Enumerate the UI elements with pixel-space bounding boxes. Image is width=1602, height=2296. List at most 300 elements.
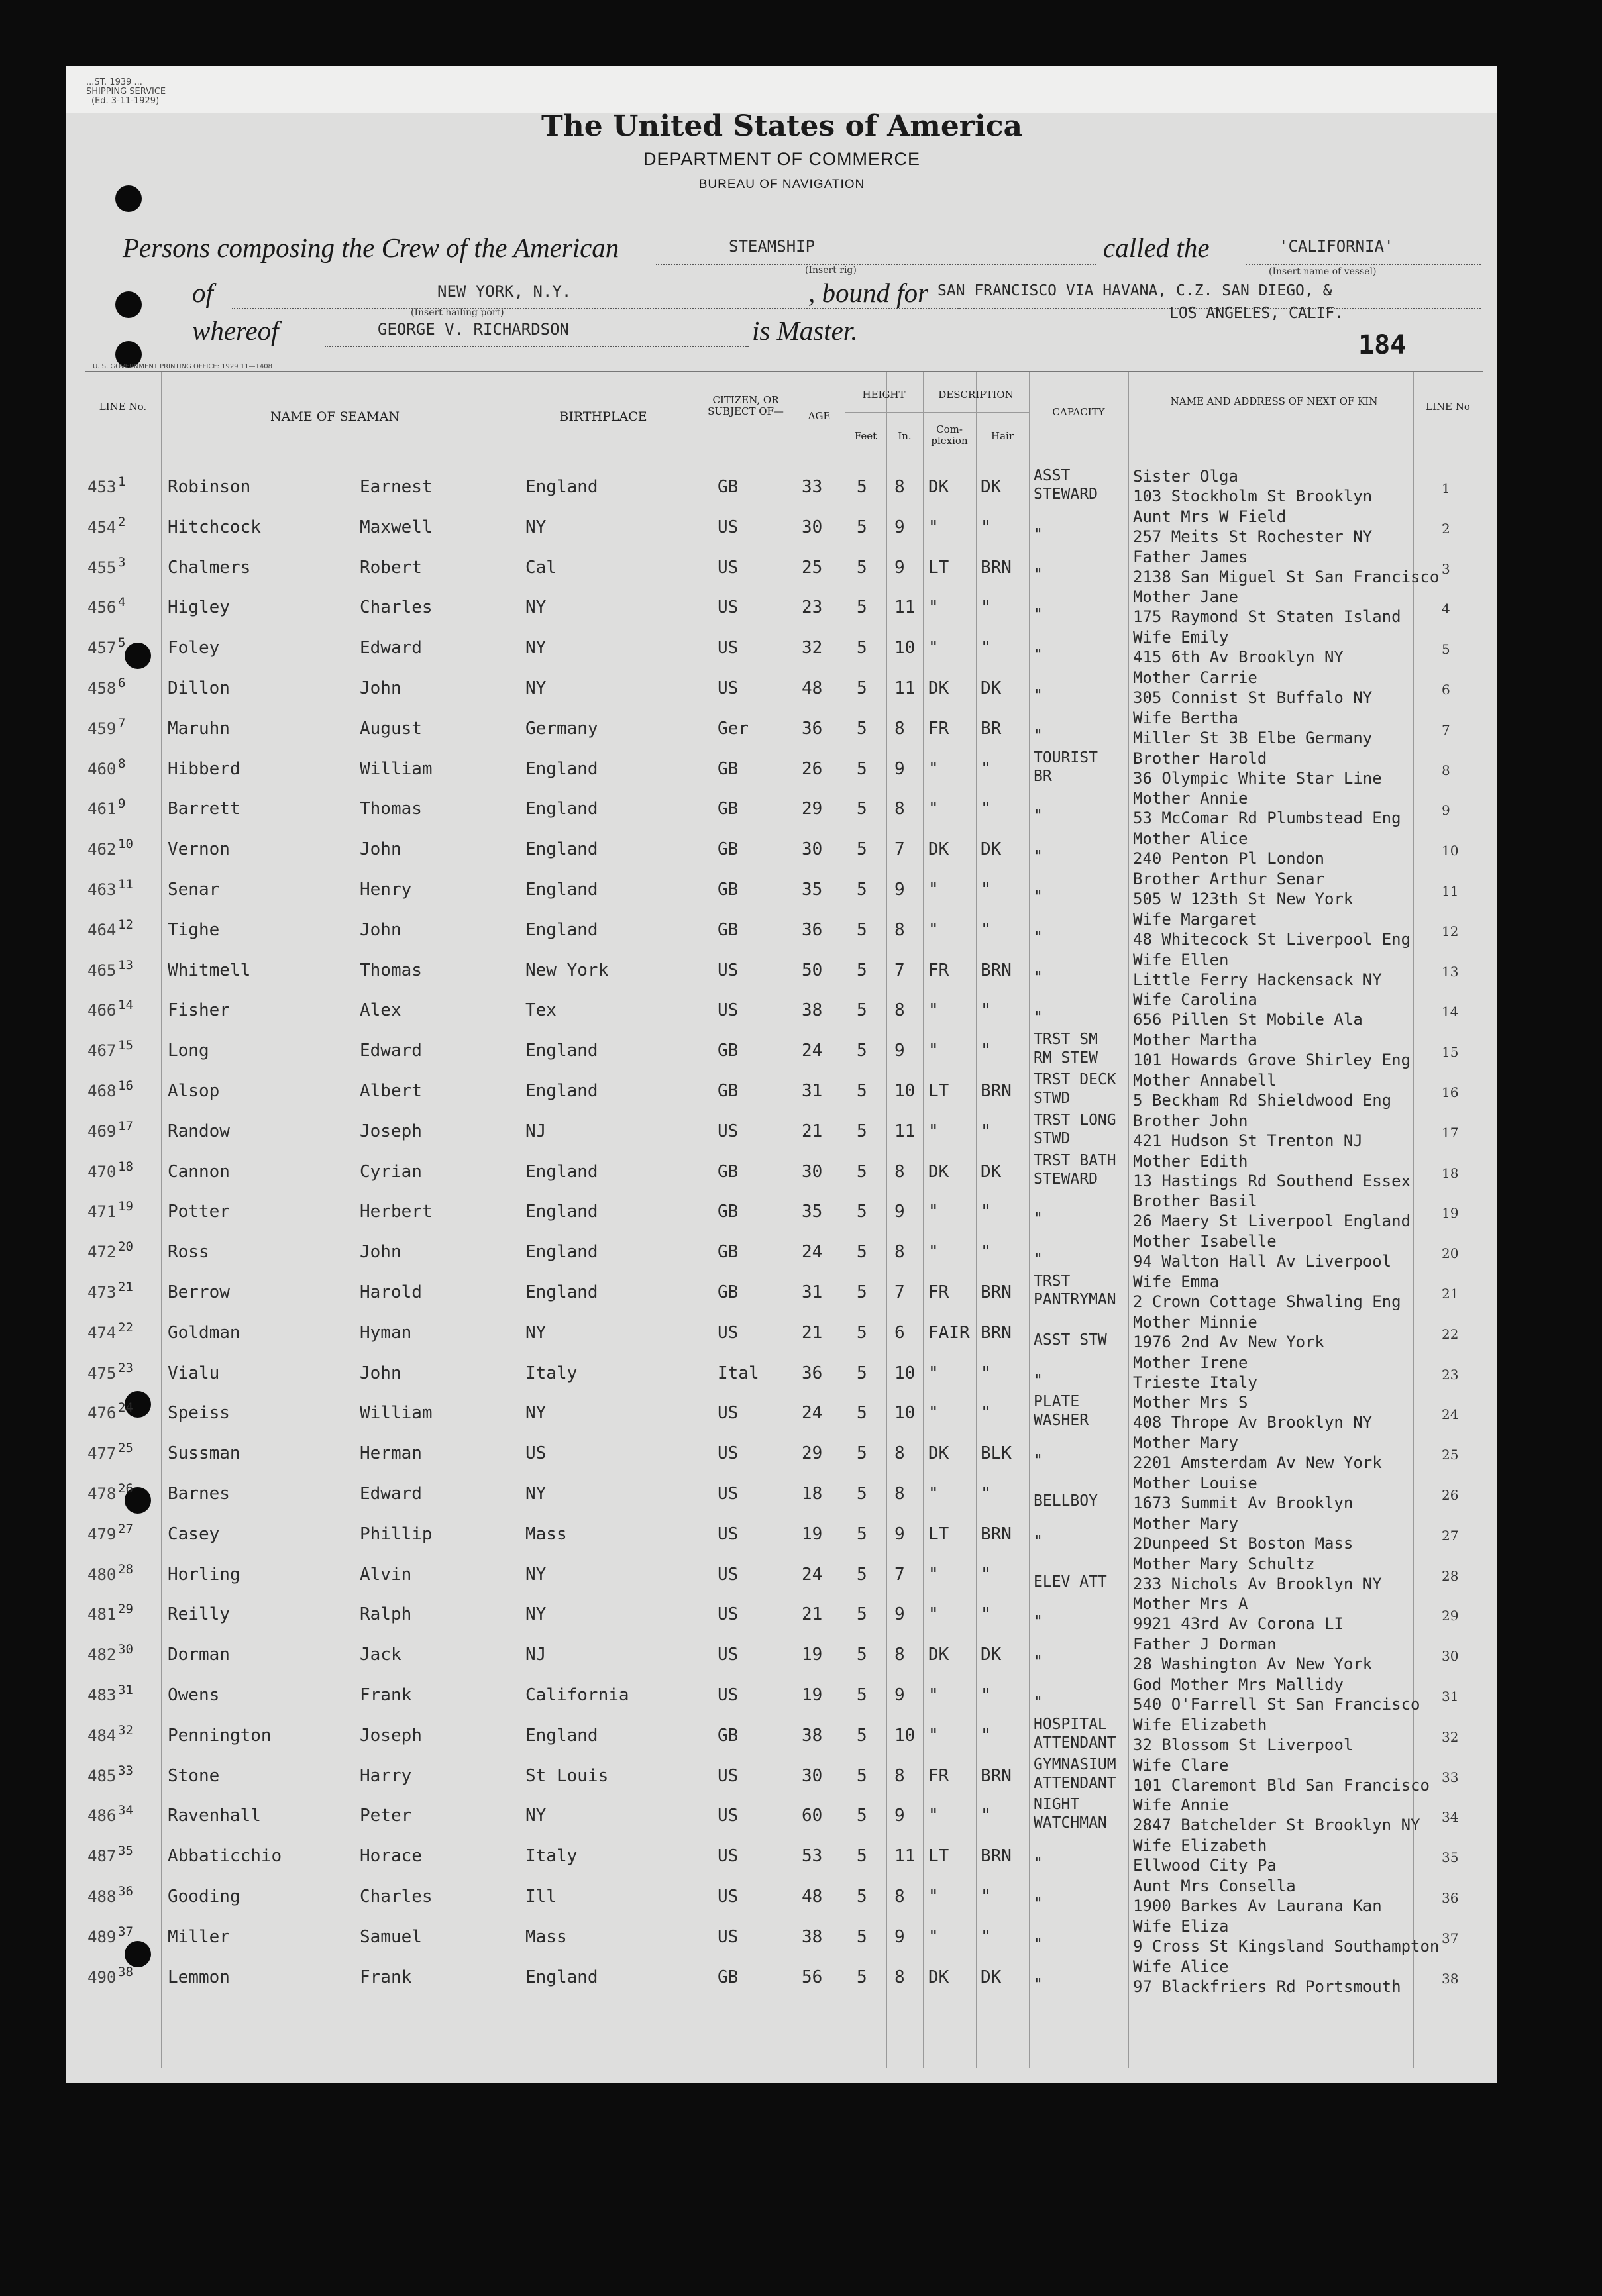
citizenship: US [718,960,739,980]
kin-name: Mother Irene [1133,1353,1248,1372]
table-row [85,870,1483,920]
line-number-right: 10 [1442,843,1459,859]
seaman-surname: Gooding [168,1887,240,1906]
citizenship: US [718,1604,739,1625]
seaman-given-name: Herman [360,1443,422,1464]
margin-line-number: 461 [87,800,117,819]
line-number: 16 [118,1078,133,1093]
table-row [85,1273,1483,1323]
kin-address: 101 Howards Grove Shirley Eng [1133,1051,1411,1070]
citizenship: GB [718,1161,739,1182]
seaman-surname: Chalmers [168,557,251,578]
seaman-given-name: William [360,1403,433,1424]
capacity-line2: " [1034,1371,1043,1389]
complexion: DK [928,839,949,860]
complexion: " [928,1041,939,1061]
birthplace: NY [525,1403,547,1424]
height-inches: 8 [894,1967,905,1987]
height-feet: 5 [857,1604,867,1625]
hair: " [981,1121,991,1141]
page-number: 184 [1358,330,1407,360]
height-feet: 5 [857,598,867,618]
height-feet: 5 [857,1041,867,1061]
citizenship: US [718,557,739,578]
height-feet: 5 [857,758,867,779]
capacity-line2: " [1034,848,1043,866]
complexion: " [928,1403,939,1424]
height-inches: 8 [894,1645,905,1665]
capacity-line2: WASHER [1034,1412,1089,1430]
seaman-given-name: Charles [360,1887,433,1906]
seaman-given-name: John [360,919,401,940]
kin-name: Wife Emma [1133,1273,1220,1291]
kin-name: Mother Annabell [1133,1071,1277,1090]
line-number: 18 [118,1159,133,1174]
height-feet: 5 [857,880,867,900]
citizenship: GB [718,919,739,940]
height-feet: 5 [857,638,867,658]
citizenship: GB [718,1725,739,1746]
col-hair: Hair [991,430,1014,442]
citizenship: US [718,1000,739,1021]
age: 19 [802,1645,823,1665]
height-inches: 10 [894,1725,916,1746]
title-department: DEPARTMENT OF COMMERCE [643,149,921,169]
table-row [85,1877,1483,1927]
height-inches: 9 [894,557,905,578]
margin-line-number: 470 [87,1162,117,1181]
seaman-surname: Whitmell [168,960,251,980]
height-inches: 11 [894,598,916,618]
seaman-surname: Owens [168,1685,220,1705]
birthplace: England [525,799,598,819]
age: 36 [802,718,823,739]
birthplace: Italy [525,1363,578,1383]
line-number-right: 21 [1442,1286,1459,1302]
seaman-given-name: John [360,839,401,860]
col-capacity: CAPACITY [1052,406,1105,418]
height-feet: 5 [857,557,867,578]
hair: BRN [981,557,1012,578]
complexion: DK [928,1443,949,1464]
seaman-given-name: Harry [360,1765,412,1786]
citizenship: GB [718,799,739,819]
margin-line-number: 482 [87,1645,117,1665]
line-number-right: 25 [1442,1447,1459,1463]
seaman-surname: Senar [168,880,220,900]
kin-name: Wife Elizabeth [1133,1715,1267,1734]
margin-line-number: 468 [87,1082,117,1100]
line-number-right: 26 [1442,1487,1459,1503]
line-number: 22 [118,1320,133,1335]
seaman-given-name: Alvin [360,1564,412,1585]
hair: " [981,1363,991,1383]
height-feet: 5 [857,718,867,739]
table-row [85,1312,1483,1363]
rule-master [325,346,749,347]
hair: " [981,1725,991,1746]
table-row [85,1796,1483,1846]
title-country: The United States of America [541,109,1023,143]
height-feet: 5 [857,960,867,980]
seaman-given-name: Frank [360,1685,412,1705]
age: 30 [802,839,823,860]
height-inches: 8 [894,718,905,739]
citizenship: US [718,1322,739,1343]
label-persons: Persons composing the Crew of the American [123,233,619,263]
capacity-line2: STEWARD [1034,486,1098,503]
capacity-line2: " [1034,1653,1043,1671]
home-port: NEW YORK, N.Y. [437,282,572,301]
line-number-right: 23 [1442,1366,1459,1383]
height-feet: 5 [857,678,867,698]
citizenship: GB [718,1041,739,1061]
birthplace: St Louis [525,1765,609,1786]
birthplace: Germany [525,718,598,739]
complexion: DK [928,1967,949,1987]
kin-address: 32 Blossom St Liverpool [1133,1735,1354,1754]
citizenship: GB [718,1282,739,1302]
birthplace: NY [525,1806,547,1826]
height-inches: 8 [894,1000,905,1021]
age: 21 [802,1322,823,1343]
margin-line-number: 456 [87,598,117,617]
seaman-given-name: Alex [360,1000,401,1021]
table-row [85,1675,1483,1726]
seaman-given-name: John [360,1363,401,1383]
hair: " [981,1685,991,1705]
line-number-right: 35 [1442,1850,1459,1866]
line-number: 11 [118,877,133,892]
complexion: " [928,517,939,537]
birthplace: Cal [525,557,557,578]
height-inches: 8 [894,1887,905,1906]
hair: DK [981,1967,1002,1987]
kin-address: Little Ferry Hackensack NY [1133,970,1382,989]
line-number-right: 28 [1442,1567,1459,1584]
kin-name: Mother Mrs A [1133,1594,1248,1614]
kin-name: Mother Louise [1133,1474,1257,1492]
hair: DK [981,1161,1002,1182]
seaman-surname: Long [168,1041,209,1061]
hair: BRN [981,1081,1012,1101]
line-number: 7 [118,715,126,731]
birthplace: NY [525,517,547,537]
hair: " [981,1484,991,1504]
title-bureau: BUREAU OF NAVIGATION [698,178,865,191]
age: 35 [802,1202,823,1222]
line-number-right: 2 [1442,520,1450,537]
capacity-line2: " [1034,1009,1043,1027]
line-number: 37 [118,1924,133,1939]
citizenship: US [718,598,739,618]
seaman-surname: Horling [168,1564,240,1585]
hair: " [981,1564,991,1585]
margin-line-number: 454 [87,517,117,537]
capacity-line2: " [1034,968,1043,986]
line-number-right: 16 [1442,1084,1459,1100]
citizenship: US [718,1887,739,1906]
birthplace: England [525,880,598,900]
birthplace: England [525,1282,598,1302]
kin-name: Wife Ellen [1133,950,1229,969]
hair: " [981,758,991,779]
hint-rig: (Insert rig) [805,265,857,276]
kin-address: 2138 San Miguel St San Francisco [1133,567,1440,586]
seaman-surname: Pennington [168,1725,272,1746]
citizenship: GB [718,1967,739,1987]
line-number-right: 7 [1442,721,1450,738]
age: 38 [802,1926,823,1947]
seaman-surname: Foley [168,638,220,658]
line-number: 26 [118,1481,133,1496]
birthplace: England [525,1081,598,1101]
kin-address: 1900 Barkes Av Laurana Kan [1133,1897,1382,1915]
form-top-partial: ...ST. 1939 ... [86,78,142,87]
age: 29 [802,1443,823,1464]
birthplace: NY [525,1484,547,1504]
age: 21 [802,1604,823,1625]
capacity-line2: " [1034,1855,1043,1873]
margin-line-number: 483 [87,1686,117,1704]
capacity-line2: " [1034,1532,1043,1550]
margin-line-number: 490 [87,1967,117,1987]
hair: DK [981,1645,1002,1665]
seaman-given-name: Herbert [360,1202,433,1222]
capacity-line2: STEWARD [1034,1170,1098,1188]
line-number: 1 [118,474,126,489]
table-row [85,1151,1483,1202]
margin-line-number: 453 [87,478,117,496]
margin-line-number: 474 [87,1323,117,1342]
citizenship: US [718,678,739,698]
hair: BRN [981,1765,1012,1786]
height-feet: 5 [857,1242,867,1263]
line-number-right: 34 [1442,1809,1459,1826]
kin-address: 26 Maery St Liverpool England [1133,1212,1411,1231]
line-number: 38 [118,1964,133,1979]
col-line-no-right: LINE No [1426,401,1470,413]
citizenship: US [718,1765,739,1786]
birthplace: England [525,477,598,497]
capacity-line2: BR [1034,767,1052,785]
height-inches: 9 [894,517,905,537]
line-number-right: 14 [1442,1004,1459,1020]
line-number: 5 [118,635,126,651]
kin-name: Wife Elizabeth [1133,1836,1267,1855]
height-inches: 10 [894,1363,916,1383]
capacity-line1: PLATE [1034,1393,1080,1411]
birthplace: New York [525,960,609,980]
height-feet: 5 [857,1202,867,1222]
line-number: 4 [118,595,126,610]
margin-line-number: 475 [87,1363,117,1383]
seaman-surname: Alsop [168,1081,220,1101]
seaman-surname: Barrett [168,799,240,819]
line-number: 30 [118,1642,133,1657]
seaman-given-name: Earnest [360,477,433,497]
complexion: " [928,919,939,940]
margin-line-number: 485 [87,1766,117,1785]
age: 33 [802,477,823,497]
age: 30 [802,1765,823,1786]
citizenship: US [718,517,739,537]
hair: " [981,638,991,658]
destination-line2: LOS ANGELES, CALIF. [1169,305,1344,322]
hair: DK [981,678,1002,698]
height-feet: 5 [857,1887,867,1906]
height-inches: 7 [894,960,905,980]
hair: BRN [981,960,1012,980]
hair: " [981,1806,991,1826]
birthplace: England [525,1161,598,1182]
birthplace: NY [525,1564,547,1585]
capacity-line1: TRST SM [1034,1031,1098,1049]
margin-line-number: 471 [87,1202,117,1222]
seaman-given-name: Albert [360,1081,422,1101]
height-feet: 5 [857,839,867,860]
age: 36 [802,1363,823,1383]
col-height: HEIGHT [862,389,906,401]
line-number: 23 [118,1360,133,1375]
height-inches: 10 [894,638,916,658]
age: 24 [802,1041,823,1061]
capacity-line2: " [1034,1210,1043,1228]
seaman-surname: Goldman [168,1322,240,1343]
height-feet: 5 [857,1685,867,1705]
kin-address: 103 Stockholm St Brooklyn [1133,487,1373,505]
capacity-line2: " [1034,606,1043,624]
kin-name: Mother Edith [1133,1151,1248,1171]
crew-table [85,371,1483,2068]
margin-line-number: 479 [87,1524,117,1543]
line-number: 3 [118,554,126,570]
complexion: " [928,1484,939,1504]
seaman-surname: Maruhn [168,718,230,739]
col-inches: In. [898,430,912,442]
height-feet: 5 [857,1725,867,1746]
table-row [85,789,1483,839]
birthplace: England [525,1725,598,1746]
line-number-right: 22 [1442,1326,1459,1342]
seaman-given-name: Thomas [360,799,422,819]
seaman-surname: Stone [168,1765,220,1786]
table-row [85,628,1483,678]
line-number-right: 20 [1442,1245,1459,1262]
table-row [85,668,1483,719]
hair: BRN [981,1524,1012,1544]
birthplace: England [525,1242,598,1263]
height-feet: 5 [857,799,867,819]
hair: " [981,919,991,940]
age: 30 [802,1161,823,1182]
height-inches: 8 [894,1161,905,1182]
line-number: 27 [118,1521,133,1536]
kin-name: Wife Eliza [1133,1916,1229,1936]
complexion: FR [928,960,949,980]
sheet-top-edge [66,66,1497,113]
height-feet: 5 [857,1926,867,1947]
line-number: 21 [118,1280,133,1294]
citizenship: US [718,1926,739,1947]
kin-address: 175 Raymond St Staten Island [1133,607,1401,627]
height-inches: 8 [894,1484,905,1504]
age: 53 [802,1846,823,1867]
capacity-line2: RM STEW [1034,1049,1098,1067]
kin-name: Wife Carolina [1133,990,1257,1010]
citizenship: GB [718,1242,739,1263]
seaman-surname: Dillon [168,678,230,698]
line-number: 20 [118,1239,133,1255]
kin-address: 2201 Amsterdam Av New York [1133,1453,1382,1473]
margin-line-number: 458 [87,679,117,698]
height-inches: 8 [894,919,905,940]
citizenship: US [718,1443,739,1464]
margin-line-number: 463 [87,880,117,899]
age: 19 [802,1524,823,1544]
margin-line-number: 476 [87,1404,117,1423]
table-row [85,1232,1483,1282]
hair: " [981,1000,991,1021]
complexion: FR [928,718,949,739]
birthplace: NY [525,598,547,618]
height-inches: 9 [894,758,905,779]
height-feet: 5 [857,919,867,940]
capacity-line2: " [1034,928,1043,946]
kin-address: 9921 43rd Av Corona LI [1133,1614,1344,1634]
age: 32 [802,638,823,658]
hair: BLK [981,1443,1012,1464]
line-number: 6 [118,676,126,690]
complexion: " [928,799,939,819]
line-number: 9 [118,796,126,811]
hair: BRN [981,1846,1012,1867]
kin-name: Father James [1133,547,1248,566]
birthplace: Ill [525,1887,557,1906]
birthplace: NJ [525,1645,547,1665]
hair: BR [981,718,1002,739]
capacity-line2: ASST STW [1034,1331,1107,1349]
capacity-line2: BELLBOY [1034,1492,1098,1510]
line-number: 15 [118,1038,133,1053]
complexion: " [928,1685,939,1705]
rule-vessel-name [1246,264,1481,265]
margin-line-number: 455 [87,558,117,577]
capacity-line2: " [1034,566,1043,584]
complexion: " [928,880,939,900]
capacity-line1: TRST LONG [1034,1111,1116,1129]
seaman-given-name: Edward [360,1041,422,1061]
seaman-surname: Cannon [168,1161,230,1182]
line-number: 28 [118,1561,133,1577]
height-inches: 10 [894,1403,916,1424]
kin-name: Wife Bertha [1133,708,1238,727]
seaman-given-name: Cyrian [360,1161,422,1182]
seaman-surname: Sussman [168,1443,240,1464]
citizenship: US [718,1685,739,1705]
birthplace: California [525,1685,629,1705]
height-inches: 11 [894,678,916,698]
complexion: DK [928,678,949,698]
seaman-given-name: Joseph [360,1121,422,1141]
complexion: DK [928,1645,949,1665]
hair: BRN [981,1322,1012,1343]
seaman-given-name: Edward [360,638,422,658]
citizenship: US [718,1645,739,1665]
age: 31 [802,1282,823,1302]
height-feet: 5 [857,1806,867,1826]
seaman-surname: Tighe [168,919,220,940]
